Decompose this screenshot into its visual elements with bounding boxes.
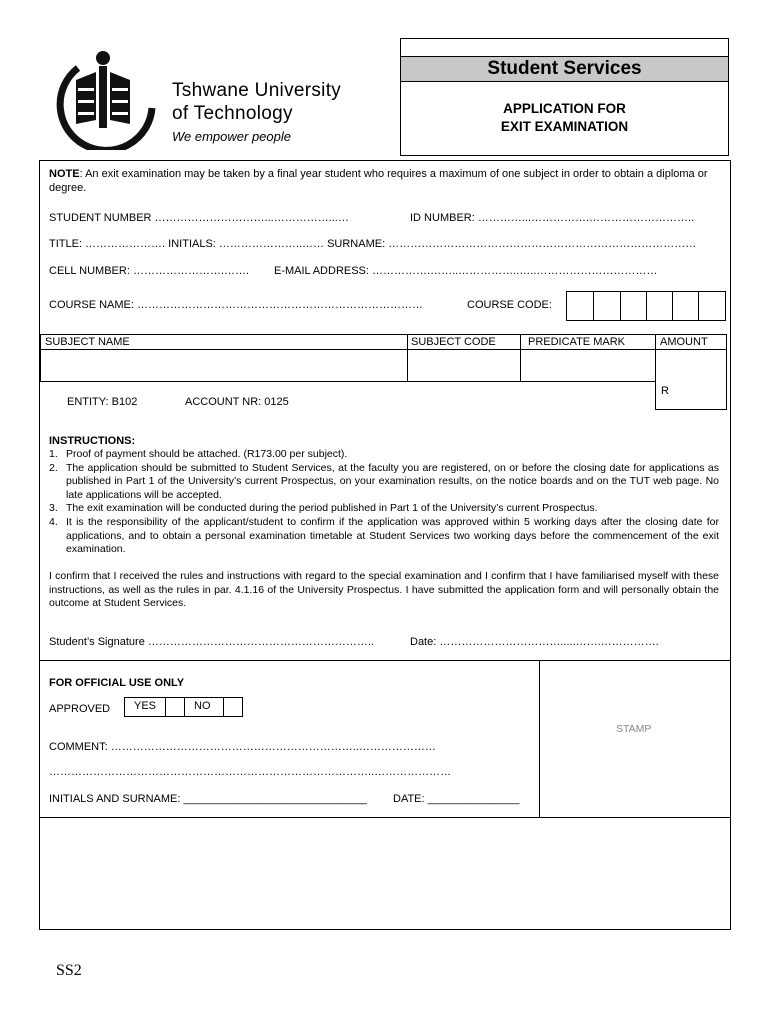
note-body: : An exit examination may be taken by a final year student who requires a maximum of one subject in order to obtain a diploma or degree. [49,168,708,194]
predicate-mark-input[interactable] [520,349,656,382]
subject-code-header-label: SUBJECT CODE [411,336,496,348]
student-signature-field[interactable]: Student’s Signature …………………………………………………….. [49,636,374,648]
instruction-text: Proof of payment should be attached. (R173.00 per subject). [66,448,348,460]
header-box [400,38,729,156]
official-date-field[interactable]: DATE: _______________ [393,793,520,805]
course-name-field[interactable]: COURSE NAME: …………………………………………………………………… [49,299,424,311]
instruction-item [49,502,719,516]
dept-banner: Student Services [401,56,728,82]
course-code-box[interactable] [698,291,726,321]
confirmation-text: I confirm that I received the rules and instructions with regard to the special examination and I confirm that I have familiarised myself with these instructions, as well as the rules in par. 4.1.16 of the University Prospectus. I have submitted the application form and will personally obtain the outcome at Student Services. [49,570,719,610]
course-code-box[interactable] [620,291,647,321]
instruction-text: The exit examination will be conducted during the period published in Part 1 of the University’s current Prospectus. [66,502,598,515]
entity-code: ENTITY: B102 [67,396,138,408]
official-bottom-divider [39,817,731,818]
university-name-line2: of Technology [172,103,293,124]
subject-name-header-label: SUBJECT NAME [45,336,130,348]
course-code-boxes[interactable] [566,291,726,321]
stamp-placeholder: STAMP [616,723,652,735]
note-label: NOTE [49,168,80,180]
instructions-heading: INSTRUCTIONS: [49,435,136,447]
amount-header-label: AMOUNT [660,336,708,348]
university-name-line1: Tshwane University [172,80,342,101]
amount-currency: R [661,385,669,397]
title-initials-surname-field[interactable]: TITLE: …………………. INITIALS: …………………..…… SURNAME: ………………………………………………………………………… [49,238,697,250]
instruction-number: 2. [49,461,58,474]
university-slogan: We empower people [172,129,291,144]
no-checkbox[interactable] [223,697,243,717]
comment-field[interactable]: COMMENT: …………………………………………………………..………………… [49,741,436,753]
official-use-heading: FOR OFFICIAL USE ONLY [49,677,185,689]
amount-input[interactable] [655,349,727,410]
instruction-item [49,448,719,462]
official-initials-surname-field[interactable]: INITIALS AND SURNAME: ______________________________ [49,793,368,805]
yes-label: YES [134,700,157,712]
university-emblem-icon [56,50,166,150]
comment-field-line2[interactable]: ……………………………………………………………………………..………………… [49,766,452,778]
cell-number-field[interactable]: CELL NUMBER: …………………….……. [49,265,250,277]
instruction-number: 4. [49,515,58,528]
id-number-field[interactable]: ID NUMBER: …………...…………….……………………….. [410,212,695,224]
account-number: ACCOUNT NR: 0125 [185,396,289,408]
course-code-box[interactable] [593,291,621,321]
university-logo [56,50,166,150]
form-title-line1: APPLICATION FOR [503,101,626,116]
signature-date-field[interactable]: Date: …………………………….....…….……………. [410,636,659,648]
no-label: NO [194,700,211,712]
instruction-item [49,516,719,557]
subject-name-input[interactable] [40,349,408,382]
approved-label: APPROVED [49,703,111,715]
instruction-number: 3. [49,502,58,515]
predicate-mark-header-label: PREDICATE MARK [528,336,625,348]
course-code-box[interactable] [566,291,594,321]
email-field[interactable]: E-MAIL ADDRESS: …………….……..……………..…..…………………………… [274,265,658,277]
instruction-item [49,462,719,503]
course-code-box[interactable] [672,291,699,321]
official-stamp-divider [539,660,540,817]
yes-checkbox[interactable] [165,697,185,717]
form-code: SS2 [56,962,82,979]
subject-code-input[interactable] [407,349,521,382]
instruction-text: The application should be submitted to Student Services, at the faculty you are registered, on or before the closing date for applications as published in Part 1 of the University’s current Prospectus, on your examination results, on the notice boards and on the TUT web page. No late applications will be accepted. [66,461,719,501]
form-title-line2: EXIT EXAMINATION [500,119,629,134]
instruction-number: 1. [49,448,58,460]
student-number-field[interactable]: STUDENT NUMBER …………………………...……………...… [49,212,349,224]
instruction-text: It is the responsibility of the applicant/student to confirm if the application was approved within 5 working days after the closing date for applications, and to obtain a personal examination timetable at Student Services two working days before the commencement of the exit examination. [66,515,719,556]
course-code-label: COURSE CODE: [467,299,552,311]
instructions-list [49,448,719,557]
note-text [49,167,721,195]
official-divider [39,660,731,661]
course-code-box[interactable] [646,291,673,321]
